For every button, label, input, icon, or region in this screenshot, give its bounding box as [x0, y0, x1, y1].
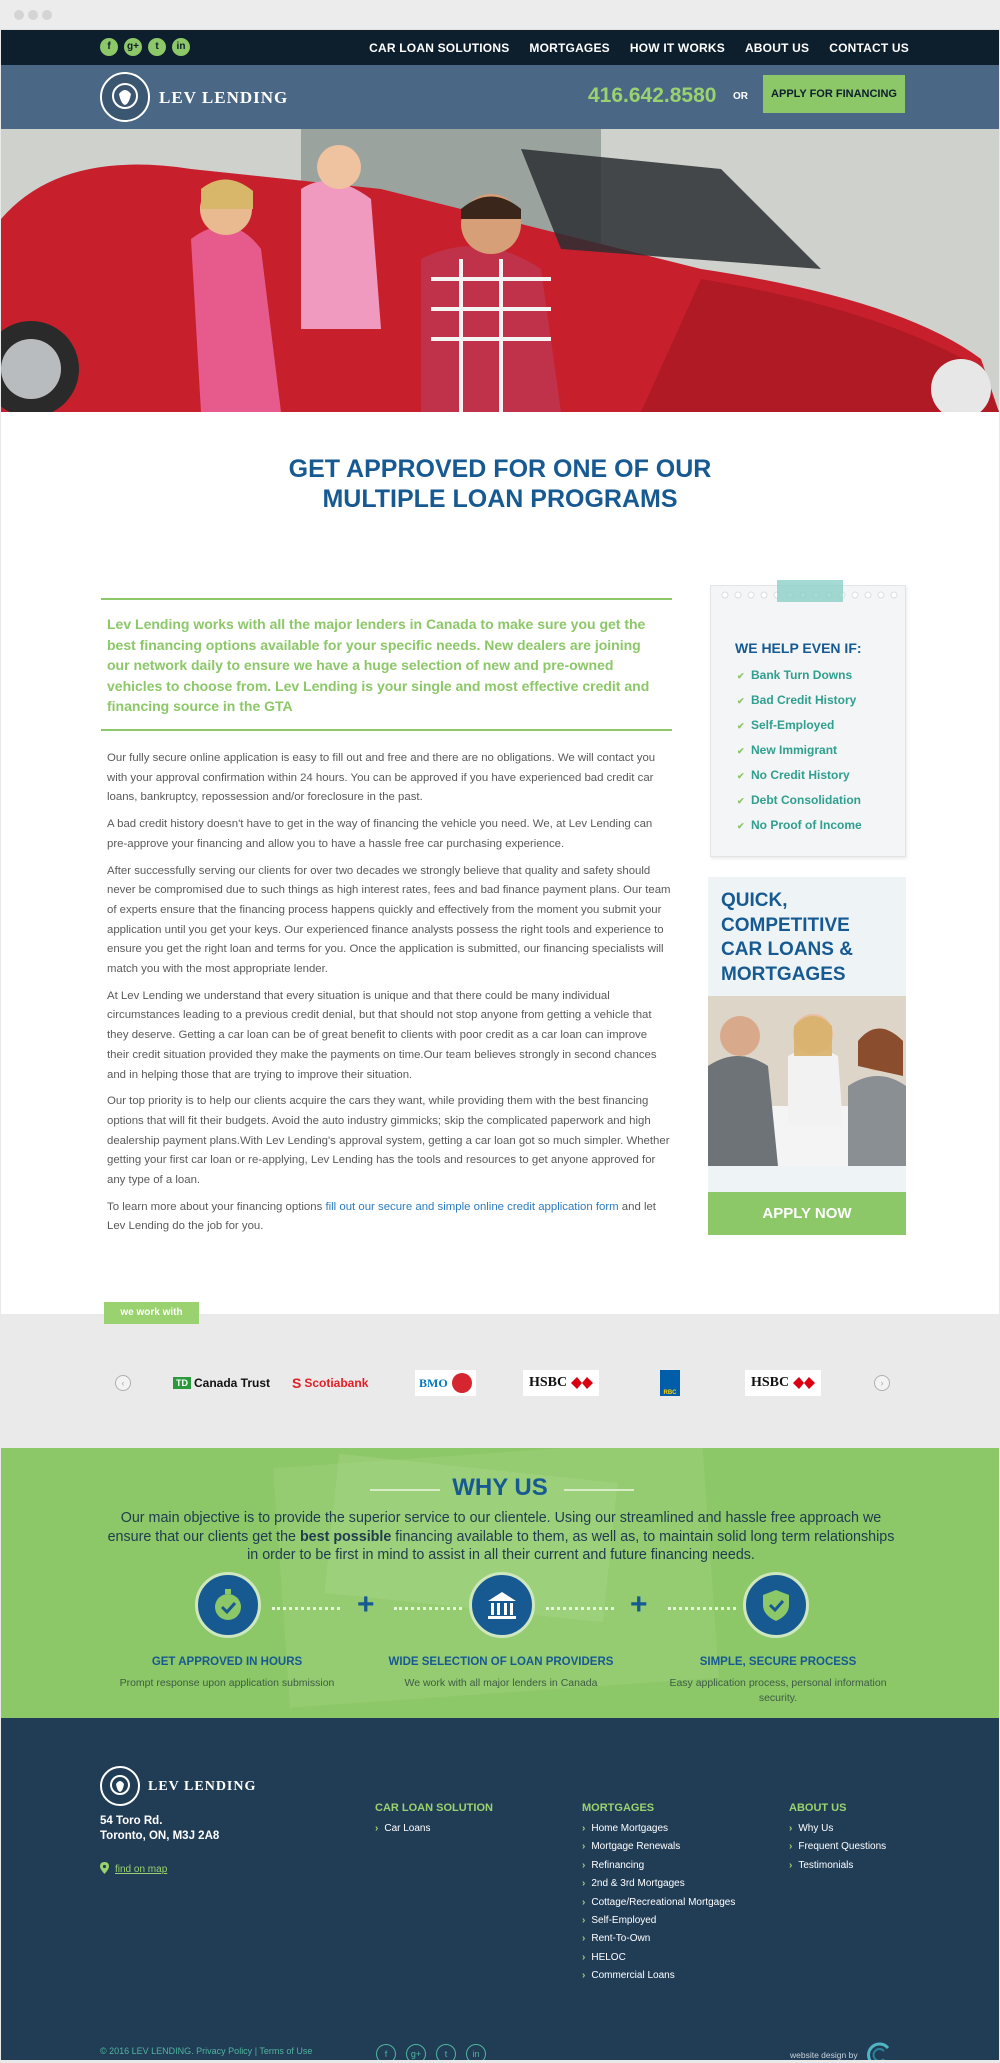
copyright[interactable]: © 2016 LEV LENDING. Privacy Policy | Terms of Use — [100, 2046, 313, 2056]
nav-mortgages[interactable]: MORTGAGES — [529, 40, 610, 55]
chevron-right-icon: › — [789, 1823, 793, 1834]
dotted-connector — [668, 1607, 736, 1610]
help-item — [737, 793, 861, 807]
google-plus-icon[interactable]: g+ — [406, 2044, 426, 2060]
facebook-icon[interactable]: f — [100, 38, 118, 56]
note-title: WE HELP EVEN IF: — [735, 640, 862, 656]
bmo-roundel-icon — [452, 1373, 472, 1393]
footer-logo-text[interactable]: LEV LENDING — [148, 1779, 257, 1794]
td-canada-trust-logo — [173, 1370, 270, 1396]
text: To learn more about your financing options — [107, 1200, 326, 1213]
top-bar — [1, 30, 999, 65]
chevron-right-icon: › — [582, 1878, 586, 1890]
help-item-label: Bad Credit History — [751, 693, 857, 707]
bank-name: Canada Trust — [194, 1376, 271, 1390]
bank-name: HSBC — [529, 1375, 568, 1390]
twitter-icon[interactable]: t — [436, 2044, 456, 2060]
footer-link-label: 2nd & 3rd Mortgages — [591, 1878, 685, 1890]
footer-link-label: Frequent Questions — [798, 1841, 887, 1853]
linkedin-icon[interactable]: in — [172, 38, 190, 56]
help-item — [737, 818, 862, 832]
address-line: Toronto, ON, M3J 2A8 — [100, 1830, 220, 1842]
footer-link[interactable] — [582, 1823, 735, 1841]
promo-line: MORTGAGES — [721, 963, 846, 985]
shield-check-icon — [743, 1572, 809, 1638]
tape-decoration — [777, 580, 843, 602]
hsbc-hexagon-icon — [571, 1377, 593, 1389]
footer-link[interactable] — [582, 1933, 735, 1951]
footer — [1, 1718, 999, 2060]
promo-photo — [708, 996, 906, 1166]
check-icon: ✔ — [737, 771, 745, 781]
paragraph: After successfully serving our clients for over two decades we strongly believe that quality and safety should never be compromised due to such things as high interest rates, fees and bad finance payment plans. Our team of experts ensure that the financing process happens quickly and effectively from the moment you submit your application until you get your keys. Our experienced finance analysts possess the right tools and experience to ensure you get the right loan and terms for you. Once the application is submitted, our financing specialists will match you with the most appropriate lender. — [107, 864, 671, 976]
footer-link[interactable] — [375, 1823, 430, 1841]
footer-list — [582, 1823, 735, 1989]
chevron-right-icon: › — [582, 1951, 586, 1963]
nav-contact-us[interactable]: CONTACT US — [829, 40, 909, 55]
feature-title: WIDE SELECTION OF LOAN PROVIDERS — [388, 1656, 614, 1668]
google-plus-icon[interactable]: g+ — [124, 38, 142, 56]
footer-link[interactable] — [582, 1970, 735, 1988]
footer-link[interactable] — [789, 1823, 886, 1841]
promo-card — [708, 877, 906, 1235]
footer-link-label: Why Us — [798, 1823, 834, 1834]
footer-link-label: Home Mortgages — [591, 1823, 669, 1834]
text-bold: best possible — [299, 1528, 392, 1545]
help-item — [737, 693, 856, 707]
facebook-icon[interactable]: f — [376, 2044, 396, 2060]
feature-desc: Prompt response upon application submission — [119, 1677, 335, 1689]
paragraph: At Lev Lending we understand that every situation is unique and that there could be many individual circumstances leading to a previous credit denial, but that should not stop anyone from getting a vehicle that they deserve. Getting a car loan can be of great benefit to clients with poor credit as a car loan can improve their credit situation provided they make the payments on time.Our team believes strongly in second chances and in helping those that are trying to improve their situation. — [107, 989, 657, 1081]
why-us-text — [101, 1509, 901, 1565]
promo-line: QUICK, — [721, 890, 788, 911]
dotted-connector — [394, 1607, 462, 1610]
chevron-right-icon: › — [582, 1823, 586, 1834]
paragraph: Our top priority is to help our clients acquire the cars they want, while providing them with the best financing options that will fit their budgets. Avoid the auto industry gimmicks; skip the complicated paperwork and high dealership payment plans.With Lev Lending's approval system, getting a car loan got so much simpler. Whether getting your first car loan or re-applying, Lev Lending has the tools and resources to get anyone approved for any type of a loan. — [107, 1095, 670, 1187]
chevron-right-icon: › — [375, 1823, 379, 1834]
check-icon: ✔ — [737, 821, 745, 831]
chevron-right-icon: › — [789, 1841, 793, 1853]
footer-link-label: Rent-To-Own — [591, 1933, 651, 1945]
paragraph — [107, 1198, 672, 1237]
help-item-label: Debt Consolidation — [751, 793, 861, 807]
paragraph: A bad credit history doesn't have to get in the way of financing the vehicle you need. We, at Lev Lending can pre-approve your financing and allow you to have a hassle free car purchasing experience. — [107, 818, 653, 850]
designer-logo-icon[interactable] — [863, 2040, 893, 2060]
help-item — [737, 718, 834, 732]
plus-icon: + — [630, 1588, 648, 1621]
chevron-right-icon: › — [582, 1970, 586, 1982]
bank-name: Scotiabank — [304, 1376, 369, 1390]
carousel-next-icon[interactable]: › — [874, 1375, 890, 1391]
footer-link-label: Mortgage Renewals — [591, 1841, 681, 1853]
plus-icon: + — [357, 1588, 375, 1621]
footer-link-label: Self-Employed — [591, 1914, 657, 1926]
help-item — [737, 768, 850, 782]
map-pin-icon — [100, 1862, 109, 1874]
promo-title — [721, 889, 853, 987]
feature-title: SIMPLE, SECURE PROCESS — [699, 1656, 857, 1668]
nav-how-it-works[interactable]: HOW IT WORKS — [629, 40, 725, 55]
help-item — [737, 743, 837, 757]
chevron-right-icon: › — [582, 1841, 586, 1853]
bank-name: BMO — [419, 1375, 448, 1390]
chevron-right-icon: › — [582, 1914, 586, 1926]
title-line-2: MULTIPLE LOAN PROGRAMS — [322, 485, 678, 513]
footer-list — [375, 1823, 430, 1841]
nav-about-us[interactable]: ABOUT US — [744, 40, 810, 55]
footer-address — [100, 1814, 219, 1844]
apply-for-financing-button[interactable]: APPLY FOR FINANCING — [763, 75, 905, 113]
chevron-right-icon: › — [582, 1896, 586, 1908]
check-icon: ✔ — [737, 796, 745, 806]
window-dot — [28, 10, 38, 20]
footer-link[interactable] — [582, 1860, 735, 1878]
hero-image — [1, 129, 999, 412]
page-title — [1, 454, 999, 514]
header — [1, 65, 999, 129]
top-nav — [369, 30, 909, 65]
footer-col-title: ABOUT US — [789, 1802, 847, 1814]
carousel-prev-icon[interactable]: ‹ — [115, 1375, 131, 1391]
or-label: OR — [733, 91, 748, 102]
text: and let Lev Lending do the job for you. — [107, 1200, 656, 1233]
footer-col-title: CAR LOAN SOLUTION — [375, 1802, 493, 1814]
bank-name: HSBC — [751, 1375, 790, 1390]
rbc-logo — [660, 1370, 680, 1396]
scotiabank-icon: S — [292, 1375, 302, 1391]
footer-link-label: HELOC — [591, 1951, 626, 1963]
help-item-label: No Proof of Income — [751, 818, 862, 832]
hsbc-logo — [745, 1370, 821, 1396]
text: financing available to them, as well as, to maintain solid long term relationships in order to be first in mind to assist in all their current and future financing needs. — [247, 1528, 895, 1563]
lion-logo-icon[interactable] — [100, 72, 150, 122]
lion-logo-icon[interactable] — [100, 1766, 140, 1806]
footer-link-label: Cottage/Recreational Mortgages — [591, 1896, 736, 1908]
application-form-link[interactable]: fill out our secure and simple online credit application form — [325, 1200, 619, 1213]
address-line: 54 Toro Rd. — [100, 1815, 163, 1827]
check-icon: ✔ — [737, 721, 745, 731]
scotiabank-logo — [292, 1370, 368, 1396]
help-item — [737, 668, 852, 682]
hsbc-hexagon-icon — [793, 1377, 815, 1389]
check-icon: ✔ — [737, 696, 745, 706]
find-on-map-link[interactable]: find on map — [115, 1864, 168, 1875]
stopwatch-icon — [195, 1572, 261, 1638]
footer-link[interactable] — [789, 1860, 886, 1878]
twitter-icon[interactable]: t — [148, 38, 166, 56]
check-icon: ✔ — [737, 671, 745, 681]
website-design-credit: website design by — [790, 2050, 858, 2060]
dotted-connector — [272, 1607, 340, 1610]
partners-section — [1, 1314, 999, 1448]
chevron-right-icon: › — [582, 1859, 586, 1871]
paragraph: Our fully secure online application is easy to fill out and free and there are no obligations. We will contact you with your approval confirmation within 24 hours. You can be approved if you have experienced bad credit car loans, bankruptcy, repossession and/or foreclosure in the past. — [107, 752, 656, 804]
nav-car-loan-solutions[interactable]: CAR LOAN SOLUTIONS — [369, 40, 510, 55]
bank-building-icon — [469, 1572, 535, 1638]
window-dot — [42, 10, 52, 20]
promo-line: COMPETITIVE — [721, 914, 850, 936]
browser-chrome — [0, 0, 1000, 30]
promo-line: CAR LOANS & — [721, 939, 853, 960]
title-line-1: GET APPROVED FOR ONE OF OUR — [288, 455, 712, 483]
hsbc-logo — [523, 1370, 599, 1396]
intro-highlight: Lev Lending works with all the major lenders in Canada to make sure you get the best financing options available for your specific needs. New dealers are joining our network daily to ensure we have a huge selection of new and pre-owned vehicles to choose from. Lev Lending is your single and most effective credit and financing source in the GTA — [101, 598, 672, 731]
footer-link-label: Refinancing — [591, 1859, 645, 1871]
bank-name: RBC — [660, 1370, 680, 1396]
feature-desc: We work with all major lenders in Canada — [404, 1677, 598, 1689]
footer-link-label: Commercial Loans — [591, 1970, 675, 1982]
logo-text[interactable]: LEV LENDING — [159, 88, 289, 107]
footer-link[interactable] — [789, 1841, 886, 1859]
text: Our main objective is to provide the superior service to our clientele. Using our streamlined and hassle free approach we ensure that our clients get the — [107, 1510, 882, 1545]
footer-link-label: Car Loans — [384, 1823, 431, 1834]
footer-list — [789, 1823, 886, 1878]
footer-link-label: Testimonials — [798, 1859, 854, 1871]
help-item-label: New Immigrant — [751, 743, 838, 757]
help-item-label: No Credit History — [751, 768, 850, 782]
we-work-with-tag: we work with — [104, 1302, 199, 1324]
page — [1, 30, 999, 2060]
chevron-right-icon: › — [789, 1859, 793, 1871]
phone-number[interactable]: 416.642.8580 — [588, 84, 717, 107]
footer-link[interactable] — [582, 1841, 735, 1859]
feature-desc: Easy application process, personal information security. — [669, 1677, 887, 1704]
help-item-label: Self-Employed — [751, 718, 835, 732]
window-dot — [14, 10, 24, 20]
bmo-logo — [415, 1370, 476, 1396]
help-item-label: Bank Turn Downs — [751, 668, 853, 682]
footer-link[interactable] — [582, 1952, 735, 1970]
linkedin-icon[interactable]: in — [466, 2044, 486, 2060]
chevron-right-icon: › — [582, 1933, 586, 1945]
footer-link[interactable] — [582, 1878, 735, 1896]
check-icon: ✔ — [737, 746, 745, 756]
footer-link[interactable] — [582, 1897, 735, 1915]
td-mark: TD — [173, 1377, 191, 1389]
footer-link[interactable] — [582, 1915, 735, 1933]
feature-title: GET APPROVED IN HOURS — [151, 1656, 303, 1668]
dotted-connector — [546, 1607, 614, 1610]
apply-now-button[interactable]: APPLY NOW — [708, 1192, 906, 1235]
footer-col-title: MORTGAGES — [582, 1802, 655, 1814]
body-text — [107, 749, 672, 1244]
why-us-title: WHY US — [452, 1474, 548, 1501]
